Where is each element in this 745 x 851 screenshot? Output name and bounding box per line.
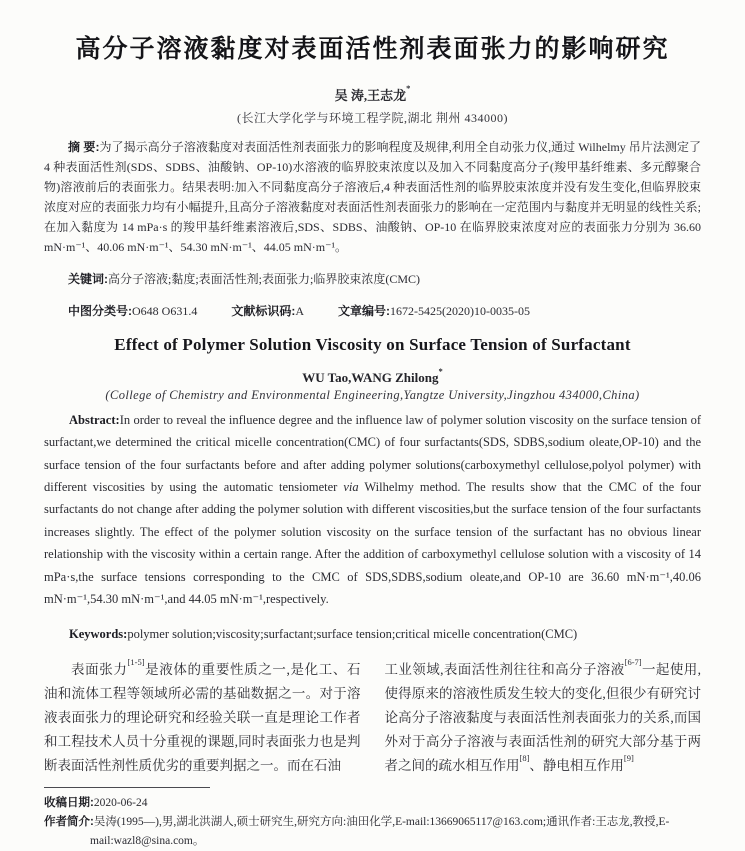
affiliation-zh: (长江大学化学与环境工程学院,湖北 荆州 434000) bbox=[237, 110, 508, 125]
authors-en bbox=[44, 365, 701, 386]
authors-en-names: WU Tao,WANG Zhilong bbox=[302, 369, 439, 385]
paper-title-en: Effect of Polymer Solution Viscosity on Surface Tension of Surfactant bbox=[114, 334, 631, 354]
clc-number bbox=[68, 304, 197, 318]
document-code bbox=[231, 304, 304, 318]
abstract-en-label: Abstract: bbox=[69, 412, 120, 427]
classification-row bbox=[44, 301, 701, 321]
document-code-value: A bbox=[295, 303, 305, 318]
body-right-text-2: 一起使用,使得原来的溶液性质发生较大的变化,但很少有研究讨论高分子溶液黏度与表面活性剂表面张力的关系,而国外对于高分子溶液与表面活性剂的研究大部分基于两者之间的疏水相互作用 bbox=[384, 661, 702, 773]
body-paragraph-right bbox=[385, 658, 702, 778]
footnote-divider bbox=[44, 787, 210, 788]
body-right-text-3: 、静电相互作用 bbox=[529, 757, 624, 773]
abstract-en-via: via bbox=[343, 480, 359, 495]
body-column-left bbox=[44, 658, 361, 778]
received-date-line bbox=[44, 794, 701, 813]
corresponding-author-mark-en: * bbox=[438, 365, 443, 376]
article-id bbox=[338, 304, 530, 318]
author-bio-line bbox=[44, 813, 701, 851]
abstract-zh-text: 为了揭示高分子溶液黏度对表面活性剂表面张力的影响程度及规律,利用全自动张力仪,通过 Wilhelmy 吊片法测定了 4 种表面活性剂(SDS、SDBS、油酸钠、OP-10)水溶液的临界胶束浓度以及加入不同黏度高分子(羧甲基纤维素、多元醇聚合物)溶液前后的表面张力。结果表明:加入不同黏度高分子溶液后,4 种表面活性剂的临界胶束浓度并没有发生变化,但临界胶束浓度对应的表面张力均有小幅提升,且高分子溶液黏度对表面活性剂表面张力的影响在一定范围内与黏度并无明显的线性关系;在加入黏度为 14 mPa·s 的羧甲基纤维素溶液后,SDS、SDBS、油酸钠、OP-10 在临界胶束浓度对应的表面张力分别为 36.60 mN·m⁻¹、40.06 mN·m⁻¹、54.30 mN·m⁻¹、44.05 mN·m⁻¹。 bbox=[44, 139, 701, 254]
document-code-label: 文献标识码: bbox=[231, 303, 296, 318]
paper-title-zh: 高分子溶液黏度对表面活性剂表面张力的影响研究 bbox=[75, 34, 670, 63]
clc-label: 中图分类号: bbox=[68, 303, 132, 318]
body-paragraph-left bbox=[44, 658, 361, 778]
body-columns bbox=[44, 658, 701, 778]
keywords-zh bbox=[44, 269, 701, 289]
body-column-right bbox=[385, 658, 702, 778]
received-date-label: 收稿日期: bbox=[44, 796, 94, 809]
author-bio-label: 作者简介: bbox=[44, 815, 94, 828]
abstract-en-text-1: In order to reveal the influence degree and the influence law of polymer solution viscosity on the surface tension of surfactant,we determined the critical micelle concentration(CMC) of four surfactants(SDS, SDBS,sodium oleate,OP-10) and the surface tension of the four surfactants before and after adding polymer solutions(carboxymethyl cellulose,polyol polymer) with different viscosities by using the automatic tensiometer bbox=[44, 412, 701, 495]
keywords-zh-text: 高分子溶液;黏度;表面活性剂;表面张力;临界胶束浓度(CMC) bbox=[108, 271, 421, 286]
authors-zh bbox=[44, 85, 701, 104]
author-bio-text: 吴涛(1995—),男,湖北洪湖人,硕士研究生,研究方向:油田化学,E-mail:13669065117@163.com;通讯作者:王志龙,教授,E-mail:wazl8@sina.com。 bbox=[90, 815, 670, 847]
article-id-value: 1672-5425(2020)10-0035-05 bbox=[390, 303, 530, 318]
clc-value: O648 O631.4 bbox=[132, 303, 198, 318]
citation-ref-1-5: [1-5] bbox=[127, 657, 145, 668]
abstract-zh bbox=[44, 137, 701, 257]
keywords-en-label: Keywords: bbox=[69, 627, 128, 642]
keywords-en-text: polymer solution;viscosity;surfactant;surface tension;critical micelle concentration(CMC) bbox=[127, 627, 578, 642]
body-right-text-1: 工业领域,表面活性剂往往和高分子溶液 bbox=[384, 661, 625, 677]
abstract-zh-label: 摘 要: bbox=[68, 139, 100, 154]
citation-ref-6-7: [6-7] bbox=[624, 657, 642, 668]
affiliation-en: (College of Chemistry and Environmental Engineering,Yangtze University,Jingzhou 434000,China) bbox=[105, 387, 640, 402]
abstract-en-text-2: Wilhelmy method. The results show that the CMC of the four surfactants do not change after adding the polymer solution with different viscosities,but the surface tension of the four surfactants increases slightly. The effect of the polymer solution viscosity on the surface tension of the surfactant has no obvious linear relationship with the viscosity within a certain range. After the addition of carboxymethyl cellulose solution with a viscosity of 14 mPa·s,the surface tensions corresponding to the CMC of SDS,SDBS,sodium oleate,and OP-10 are 36.60 mN·m⁻¹,40.06 mN·m⁻¹,54.30 mN·m⁻¹,and 44.05 mN·m⁻¹,respectively. bbox=[44, 480, 701, 607]
body-left-text-1: 表面张力 bbox=[71, 661, 128, 677]
article-id-label: 文章编号: bbox=[338, 303, 391, 318]
keywords-en bbox=[44, 623, 701, 645]
authors-zh-names: 吴 涛,王志龙 bbox=[334, 87, 407, 103]
corresponding-author-mark: * bbox=[406, 83, 411, 94]
citation-ref-9: [9] bbox=[623, 753, 634, 764]
body-left-text-2: 是液体的重要性质之一,是化工、石油和流体工程等领域所必需的基础数据之一。对于溶液表面张力的理论研究和经验关联一直是理论工作者和工程技术人员十分重视的课题,同时表面张力也是判断表面活性剂性质优劣的重要判据之一。而在石油 bbox=[44, 661, 361, 773]
abstract-en bbox=[44, 409, 701, 611]
citation-ref-8: [8] bbox=[519, 753, 530, 764]
footnote-block bbox=[44, 794, 701, 851]
keywords-zh-label: 关键词: bbox=[68, 271, 108, 286]
received-date-value: 2020-06-24 bbox=[93, 796, 148, 809]
